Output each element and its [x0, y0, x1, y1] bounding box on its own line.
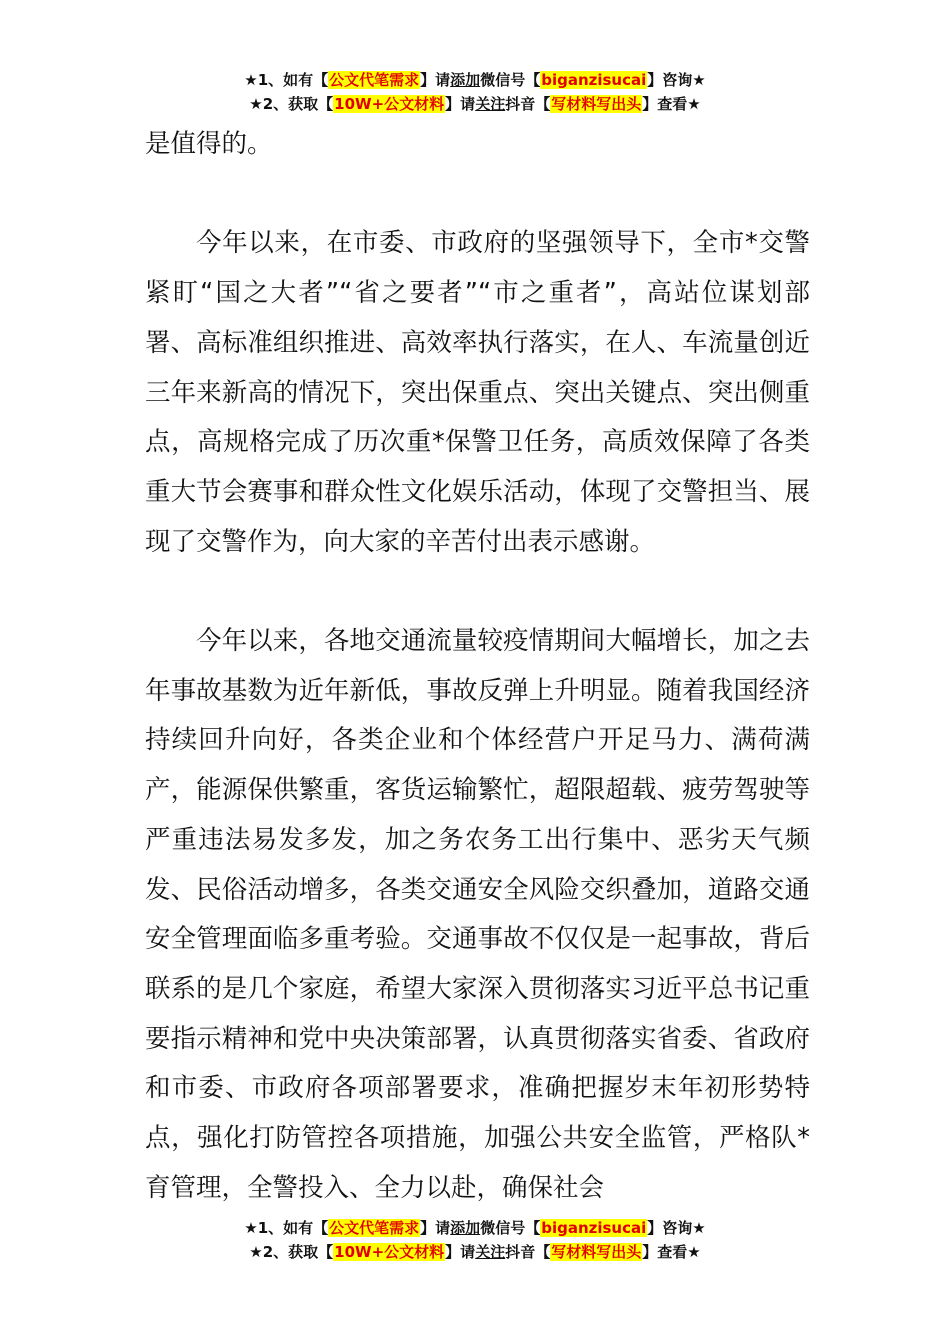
document-body [145, 120, 810, 1213]
banner-text: 】请 [445, 95, 476, 113]
star-icon: ★ [692, 71, 706, 89]
banner-text: 1、如有【 [257, 71, 329, 89]
paragraph-2: 今年以来，各地交通流量较疫情期间大幅增长，加之去年事故基数为近年新低，事故反弹上升明显。随着我国经济持续回升向好，各类企业和个体经营户开足马力、满荷满产，能源保供繁重，客货运输繁忙，超限超载、疲劳驾驶等严重违法易发多发，加之务农务工出行集中、恶劣天气频发、民俗活动增多，各类交通安全风险交织叠加，道路交通安全管理面临多重考验。交通事故不仅仅是一起事故，背后联系的是几个家庭，希望大家深入贯彻落实习近平总书记重要指示精神和党中央决策部署，认真贯彻落实省委、省政府和市委、市政府各项部署要求，准确把握岁末年初形势特点，强化打防管控各项措施，加强公共安全监管，严格队*育管理，全警投入、全力以赴，确保社会 [145, 626, 810, 1203]
star-icon: ★ [687, 1243, 701, 1261]
banner-line-1 [0, 1216, 950, 1240]
footer-banner [0, 1216, 950, 1264]
highlight-materials: 10W+公文材料 [334, 95, 445, 113]
banner-text: 】请 [445, 1243, 476, 1261]
highlight-douyin: 写材料写出头 [551, 1243, 642, 1261]
highlight-wechat-id: biganzisucai [541, 1219, 647, 1237]
banner-text: 2、获取【 [262, 1243, 334, 1261]
banner-text: 微信号【 [480, 71, 541, 89]
banner-text: 抖音【 [505, 95, 551, 113]
star-icon: ★ [249, 1243, 263, 1261]
banner-text: 2、获取【 [262, 95, 334, 113]
banner-line-1 [0, 68, 950, 92]
highlight-service: 公文代笔需求 [329, 71, 420, 89]
star-icon: ★ [692, 1219, 706, 1237]
banner-text: 1、如有【 [257, 1219, 329, 1237]
highlight-douyin: 写材料写出头 [551, 95, 642, 113]
banner-text: 微信号【 [480, 1219, 541, 1237]
header-banner [0, 68, 950, 116]
banner-text: 】请 [420, 71, 451, 89]
banner-line-2 [0, 92, 950, 116]
banner-text: 】咨询 [647, 71, 693, 89]
banner-underlined: 关注 [475, 1243, 506, 1261]
paragraph-1: 今年以来，在市委、市政府的坚强领导下，全市*交警紧盯“国之大者”“省之要者”“市之重者”，高站位谋划部署、高标准组织推进、高效率执行落实，在人、车流量创近三年来新高的情况下，突出保重点、突出关键点、突出侧重点，高规格完成了历次重*保警卫任务，高质效保障了各类重大节会赛事和群众性文化娱乐活动，体现了交警担当、展现了交警作为，向大家的辛苦付出表示感谢。 [145, 228, 810, 557]
highlight-wechat-id: biganzisucai [541, 71, 647, 89]
banner-text: 抖音【 [505, 1243, 551, 1261]
star-icon: ★ [687, 95, 701, 113]
star-icon: ★ [249, 95, 263, 113]
banner-underlined: 关注 [475, 95, 506, 113]
star-icon: ★ [244, 71, 258, 89]
paragraph-spacer [145, 170, 810, 220]
banner-underlined: 添加 [450, 1219, 481, 1237]
banner-text: 】查看 [642, 95, 688, 113]
banner-text: 】查看 [642, 1243, 688, 1261]
paragraph-continuation: 是值得的。 [145, 129, 273, 159]
highlight-materials: 10W+公文材料 [334, 1243, 445, 1261]
banner-underlined: 添加 [450, 71, 481, 89]
star-icon: ★ [244, 1219, 258, 1237]
paragraph-spacer [145, 567, 810, 617]
highlight-service: 公文代笔需求 [329, 1219, 420, 1237]
banner-line-2 [0, 1240, 950, 1264]
banner-text: 】咨询 [647, 1219, 693, 1237]
banner-text: 】请 [420, 1219, 451, 1237]
